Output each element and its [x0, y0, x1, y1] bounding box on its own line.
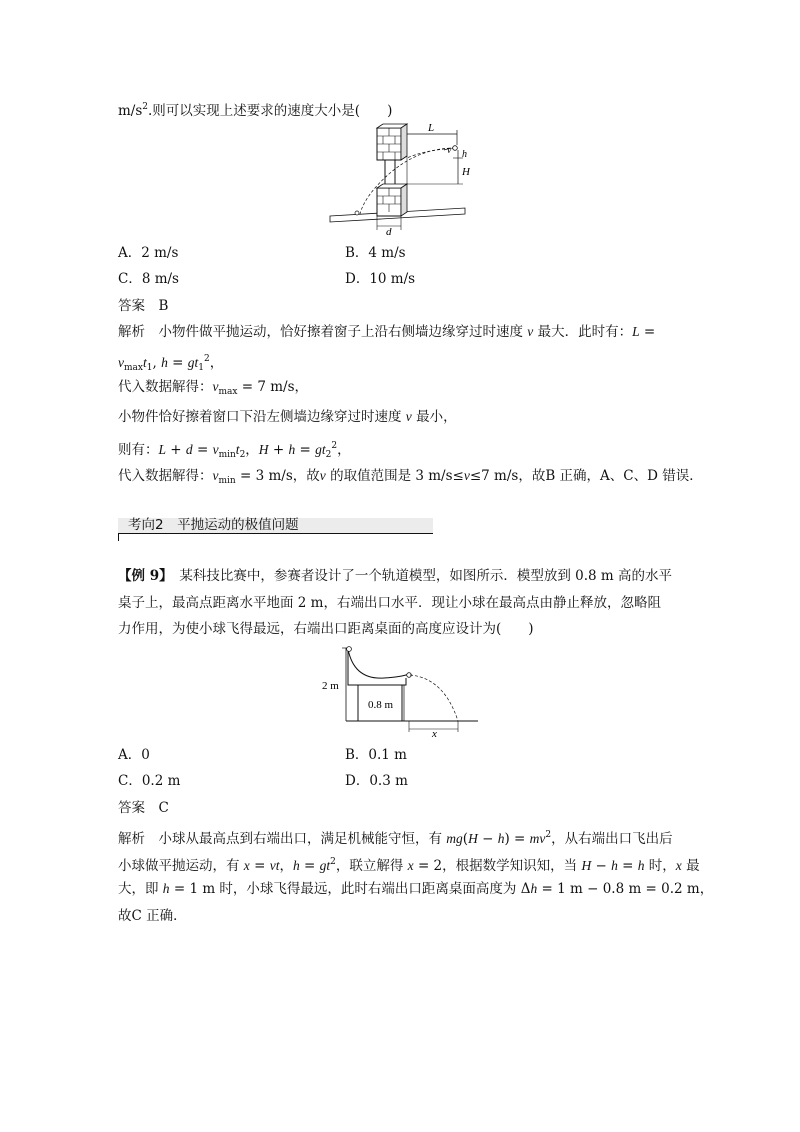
analysis-line-2: $v_{max}t_1$, $h = gt_1^2$，: [118, 354, 224, 373]
label-v: v: [447, 145, 452, 156]
analysis-line-1: 解析 小物件做平抛运动，恰好擦着窗子上沿右侧墙边缘穿过时速度 v 最大．此时有：L =: [118, 324, 656, 340]
ex9-answer-line: 答案 C: [118, 800, 169, 816]
ex9-analysis-line-2: 小球做平抛运动，有 x = vt，$h = gt^2$，联立解得 x = 2，根据数学知识知，当 H − h = h 时，x 最: [118, 857, 700, 874]
option-b: B．4 m/s: [345, 245, 406, 261]
option-a: A．2 m/s: [118, 245, 179, 261]
question-intro-line: $m/s^2$.则可以实现上述要求的速度大小是( ): [118, 102, 393, 119]
ex9-option-b: B．0.1 m: [345, 747, 407, 763]
label-d: d: [386, 226, 392, 236]
ex9-option-d: D．0.3 m: [345, 773, 408, 789]
ex9-option-c: C．0.2 m: [118, 773, 181, 789]
label-H: H: [462, 166, 470, 178]
example9-line-2: 桌子上，最高点距离水平地面 2 m，右端出口水平．现让小球在最高点由静止释放，忽略阻: [118, 595, 661, 611]
example9-line-3: 力作用，为使小球飞得最远，右端出口距离桌面的高度应设计为( ): [118, 621, 534, 637]
label-0.8m: 0.8 m: [368, 699, 394, 711]
label-h: h: [462, 149, 467, 160]
option-c: C．8 m/s: [118, 271, 179, 287]
label-2m: 2 m: [322, 680, 339, 692]
label-x: x: [432, 728, 437, 738]
option-d: D．10 m/s: [345, 271, 416, 287]
track-model-figure: [318, 644, 480, 738]
answer-line: 答案 B: [118, 298, 169, 314]
analysis-line-5: 则有：$L + d = v_{min}t_2$，$H + h = gt_2^2$，: [118, 441, 351, 460]
ex9-analysis-line-1: 解析 小球从最高点到右端出口，满足机械能守恒，有 $mg(H - h) = mv^2$，从右端出口飞出后: [118, 830, 673, 847]
ex9-option-a: A．0: [118, 747, 150, 763]
section-header: [118, 512, 433, 538]
analysis-line-6: 代入数据解得：$v_{min} = 3$ m/s，故v 的取值范围是 3 m/s≤v≤7 m/s，故B 正确，A、C、D 错误．: [118, 468, 703, 486]
example9-line-1: 【例 9】 某科技比赛中，参赛者设计了一个轨道模型，如图所示．模型放到 0.8 m 高的水平: [118, 568, 672, 584]
analysis-line-4: 小物件恰好擦着窗口下沿左侧墙边缘穿过时速度 v 最小，: [118, 409, 457, 425]
ex9-analysis-line-4: 故C 正确．: [118, 908, 187, 924]
window-wall-figure: [325, 118, 470, 236]
label-L: L: [428, 122, 435, 134]
analysis-line-3: 代入数据解得：$v_{max} = 7$ m/s，: [118, 379, 309, 397]
section-title: 考向2 平抛运动的极值问题: [128, 517, 299, 533]
ex9-analysis-line-3: 大，即 h = 1 m 时，小球飞得最远，此时右端出口距离桌面高度为 Δh = 1 m − 0.8 m = 0.2 m，: [118, 881, 714, 897]
